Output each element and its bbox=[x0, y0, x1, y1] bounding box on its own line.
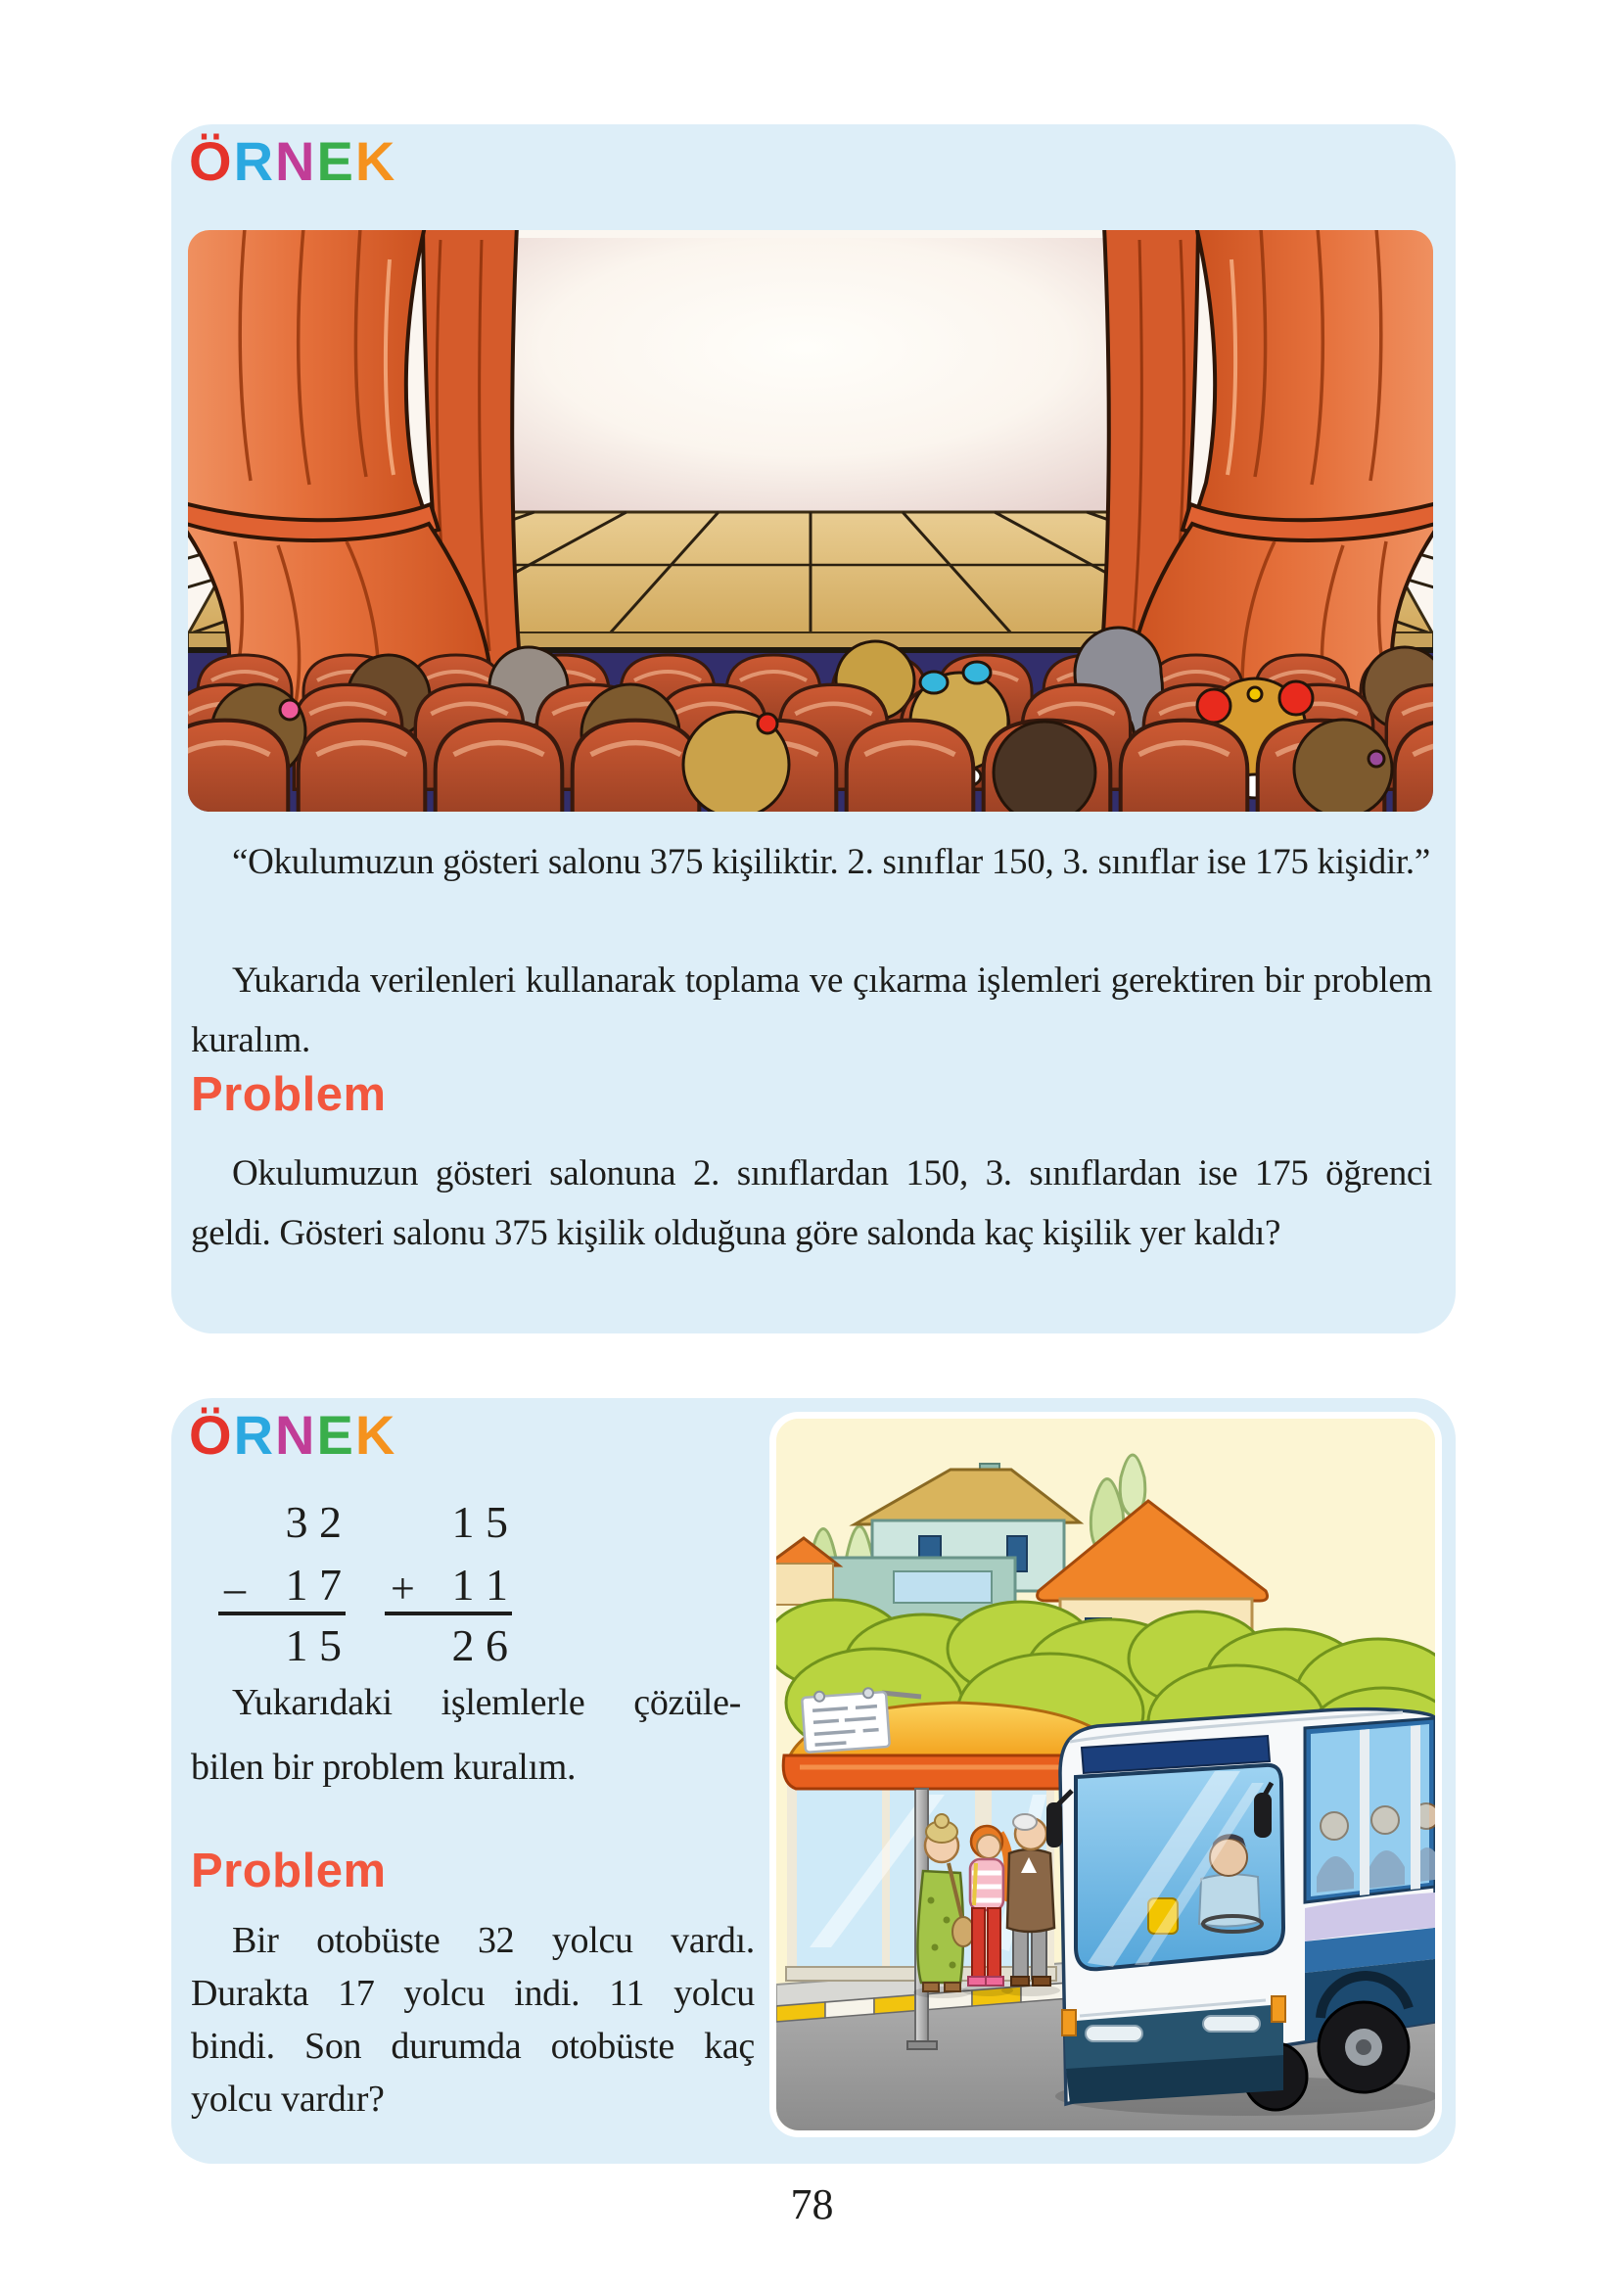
ornek-title bbox=[189, 130, 397, 192]
addition-operation bbox=[391, 1497, 508, 1670]
problem-paragraph bbox=[191, 1914, 755, 2126]
ornek-letter: N bbox=[275, 130, 317, 192]
sum: 2 6 bbox=[451, 1620, 508, 1670]
waiting-passengers bbox=[913, 1814, 1060, 1998]
subtraction-operation bbox=[224, 1497, 342, 1670]
ornek-letter: E bbox=[316, 130, 355, 192]
indicator bbox=[1062, 2010, 1076, 2035]
minuend: 3 2 bbox=[285, 1497, 342, 1547]
ornek-letter: R bbox=[233, 1404, 276, 1466]
ornek-letter: N bbox=[275, 1404, 317, 1466]
addend-2: 1 1 bbox=[451, 1560, 508, 1610]
headlight bbox=[1086, 2026, 1142, 2041]
theater-illustration bbox=[188, 230, 1433, 812]
ornek-letter: Ö bbox=[189, 130, 234, 192]
example-box-2 bbox=[171, 1398, 1456, 2164]
minus-sign: – bbox=[224, 1565, 246, 1613]
page-number: 78 bbox=[790, 2180, 834, 2228]
addend-1: 1 5 bbox=[451, 1497, 508, 1547]
ornek-title bbox=[189, 1404, 397, 1466]
text-line: bilen bir problem kuralım. bbox=[191, 1747, 577, 1788]
problem-paragraph: Okulumuzun gösteri salonuna 2. sınıflardan 150, 3. sınıflardan ise 175 öğrenci geldi. Gösteri salonu 375 kişilik olduğuna göre salonda kaç kişilik yer kaldı? bbox=[191, 1153, 1432, 1253]
intro-paragraph bbox=[191, 1670, 741, 1800]
difference: 1 5 bbox=[285, 1620, 342, 1670]
side-windows bbox=[1305, 1718, 1435, 1902]
stage-screen bbox=[472, 238, 1137, 512]
ornek-letter: Ö bbox=[189, 1404, 234, 1466]
theater-stage-audience-image bbox=[188, 230, 1433, 812]
problem-heading: Problem bbox=[191, 1068, 387, 1121]
bus bbox=[1046, 1709, 1435, 2116]
text-line: Durakta 17 yolcu indi. 11 yolcu bbox=[191, 1973, 755, 2014]
ornek-letter: K bbox=[354, 130, 397, 192]
example-box-1 bbox=[171, 124, 1456, 1333]
headlight bbox=[1203, 2016, 1260, 2032]
ornek-letter: K bbox=[354, 1404, 397, 1466]
bus-stop-illustration bbox=[769, 1412, 1442, 2137]
bus-stop-scene-image bbox=[776, 1419, 1435, 2130]
problem-heading: Problem bbox=[191, 1845, 387, 1897]
text-line: bindi. Son durumda otobüste kaç bbox=[191, 2026, 755, 2067]
plus-sign: + bbox=[391, 1565, 415, 1613]
ornek-letter: E bbox=[316, 1404, 355, 1466]
text-line: yolcu vardır? bbox=[191, 2079, 385, 2120]
intro-paragraph: Yukarıda verilenleri kullanarak toplama ve çıkarma işlemleri gerektiren bir problem kuralım. bbox=[191, 960, 1432, 1060]
text-line: Bir otobüste 32 yolcu vardı. bbox=[232, 1920, 755, 1961]
text-line: Yukarıdaki işlemlerle çözüle- bbox=[232, 1682, 741, 1723]
quote-paragraph: “Okulumuzun gösteri salonu 375 kişiliktir. 2. sınıflar 150, 3. sınıflar ise 175 kişidir.” bbox=[232, 842, 1430, 882]
subtrahend: 1 7 bbox=[285, 1560, 342, 1610]
ornek-letter: R bbox=[233, 130, 276, 192]
indicator bbox=[1272, 1996, 1285, 2022]
